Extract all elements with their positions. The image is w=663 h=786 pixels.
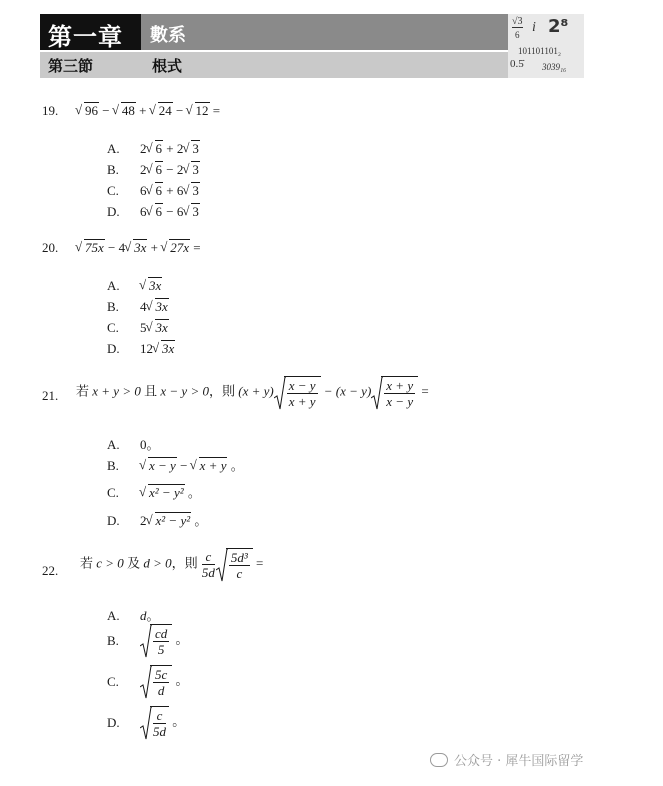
question-stem: 若 x + y > 0 且 x − y > 0，則 (x + y) $\frac{x - y}{x + y}$ − (x − y) $\frac{x + y}{x - y}$ = [76,378,429,409]
watermark-text: 公众号 · 犀牛国际留学 [454,754,584,769]
chapter-number: 第一章 [48,23,123,51]
option-b[interactable]: B. $\frac{cd}{5}$ 。 [107,626,189,657]
question-stem: √ 96 − √ 48 + √ 24 − √ 12 = [76,103,220,119]
deco-recurring: 0.5̇ [510,58,524,70]
deco-power: 2⁸ [548,16,569,37]
option-d[interactable]: D. 12√ 3x [107,341,175,357]
section-title: 根式 [152,57,183,75]
option-c[interactable]: C.√ x² − y² 。 [107,482,201,501]
option-a[interactable]: A. 2√ 6 + 2√ 3 [107,141,200,157]
chapter-bar [40,14,508,50]
option-d[interactable]: D. $\frac{c}{5d}$ 。 [107,708,186,739]
option-c[interactable]: C. 6√ 6 + 6√ 3 [107,183,200,199]
section-number: 第三節 [48,57,94,75]
chapter-title: 數系 [150,25,186,46]
option-d[interactable]: D. 6√ 6 − 6√ 3 [107,204,200,220]
question-stem: 若 c > 0 及 d > 0，則 $\frac{c}{5d}$ $\frac{\text{5d³}}{c}$ = [80,549,264,581]
watermark [430,750,583,769]
option-b[interactable]: B.√ x − y − √ x + y 。 [107,455,244,474]
option-b[interactable]: B. 4√ 3x [107,299,169,315]
deco-i: i [532,20,536,35]
header-decoration [508,14,584,78]
option-b[interactable]: B. 2√ 6 − 2√ 3 [107,162,200,178]
deco-base16: 3039₁₆ [542,62,567,72]
question-number: 19. [42,103,59,118]
deco-frac-top: √3 [512,16,523,27]
chapter-number-block [40,14,141,50]
option-a[interactable]: A. 0。 [107,437,160,452]
question-number: 21. [42,388,59,403]
question-stem: √ 75x − 4√ 3x + √ 27x = [76,240,201,256]
option-c[interactable]: C. $\frac{5c}{d}$ 。 [107,667,189,698]
option-a[interactable]: A.√ 3x [107,278,162,294]
chapter-header [40,14,508,78]
question-number: 22. [42,563,59,578]
section-bar [40,52,508,78]
question-number: 20. [42,240,59,255]
option-c[interactable]: C. 5√ 3x [107,320,169,336]
option-a[interactable]: A. d。 [107,608,160,623]
deco-frac-bottom: 6 [515,30,520,40]
wechat-icon [430,753,448,767]
option-d[interactable]: D. 2√ x² − y² 。 [107,510,207,529]
deco-binary: 101101101₂ [518,46,561,56]
